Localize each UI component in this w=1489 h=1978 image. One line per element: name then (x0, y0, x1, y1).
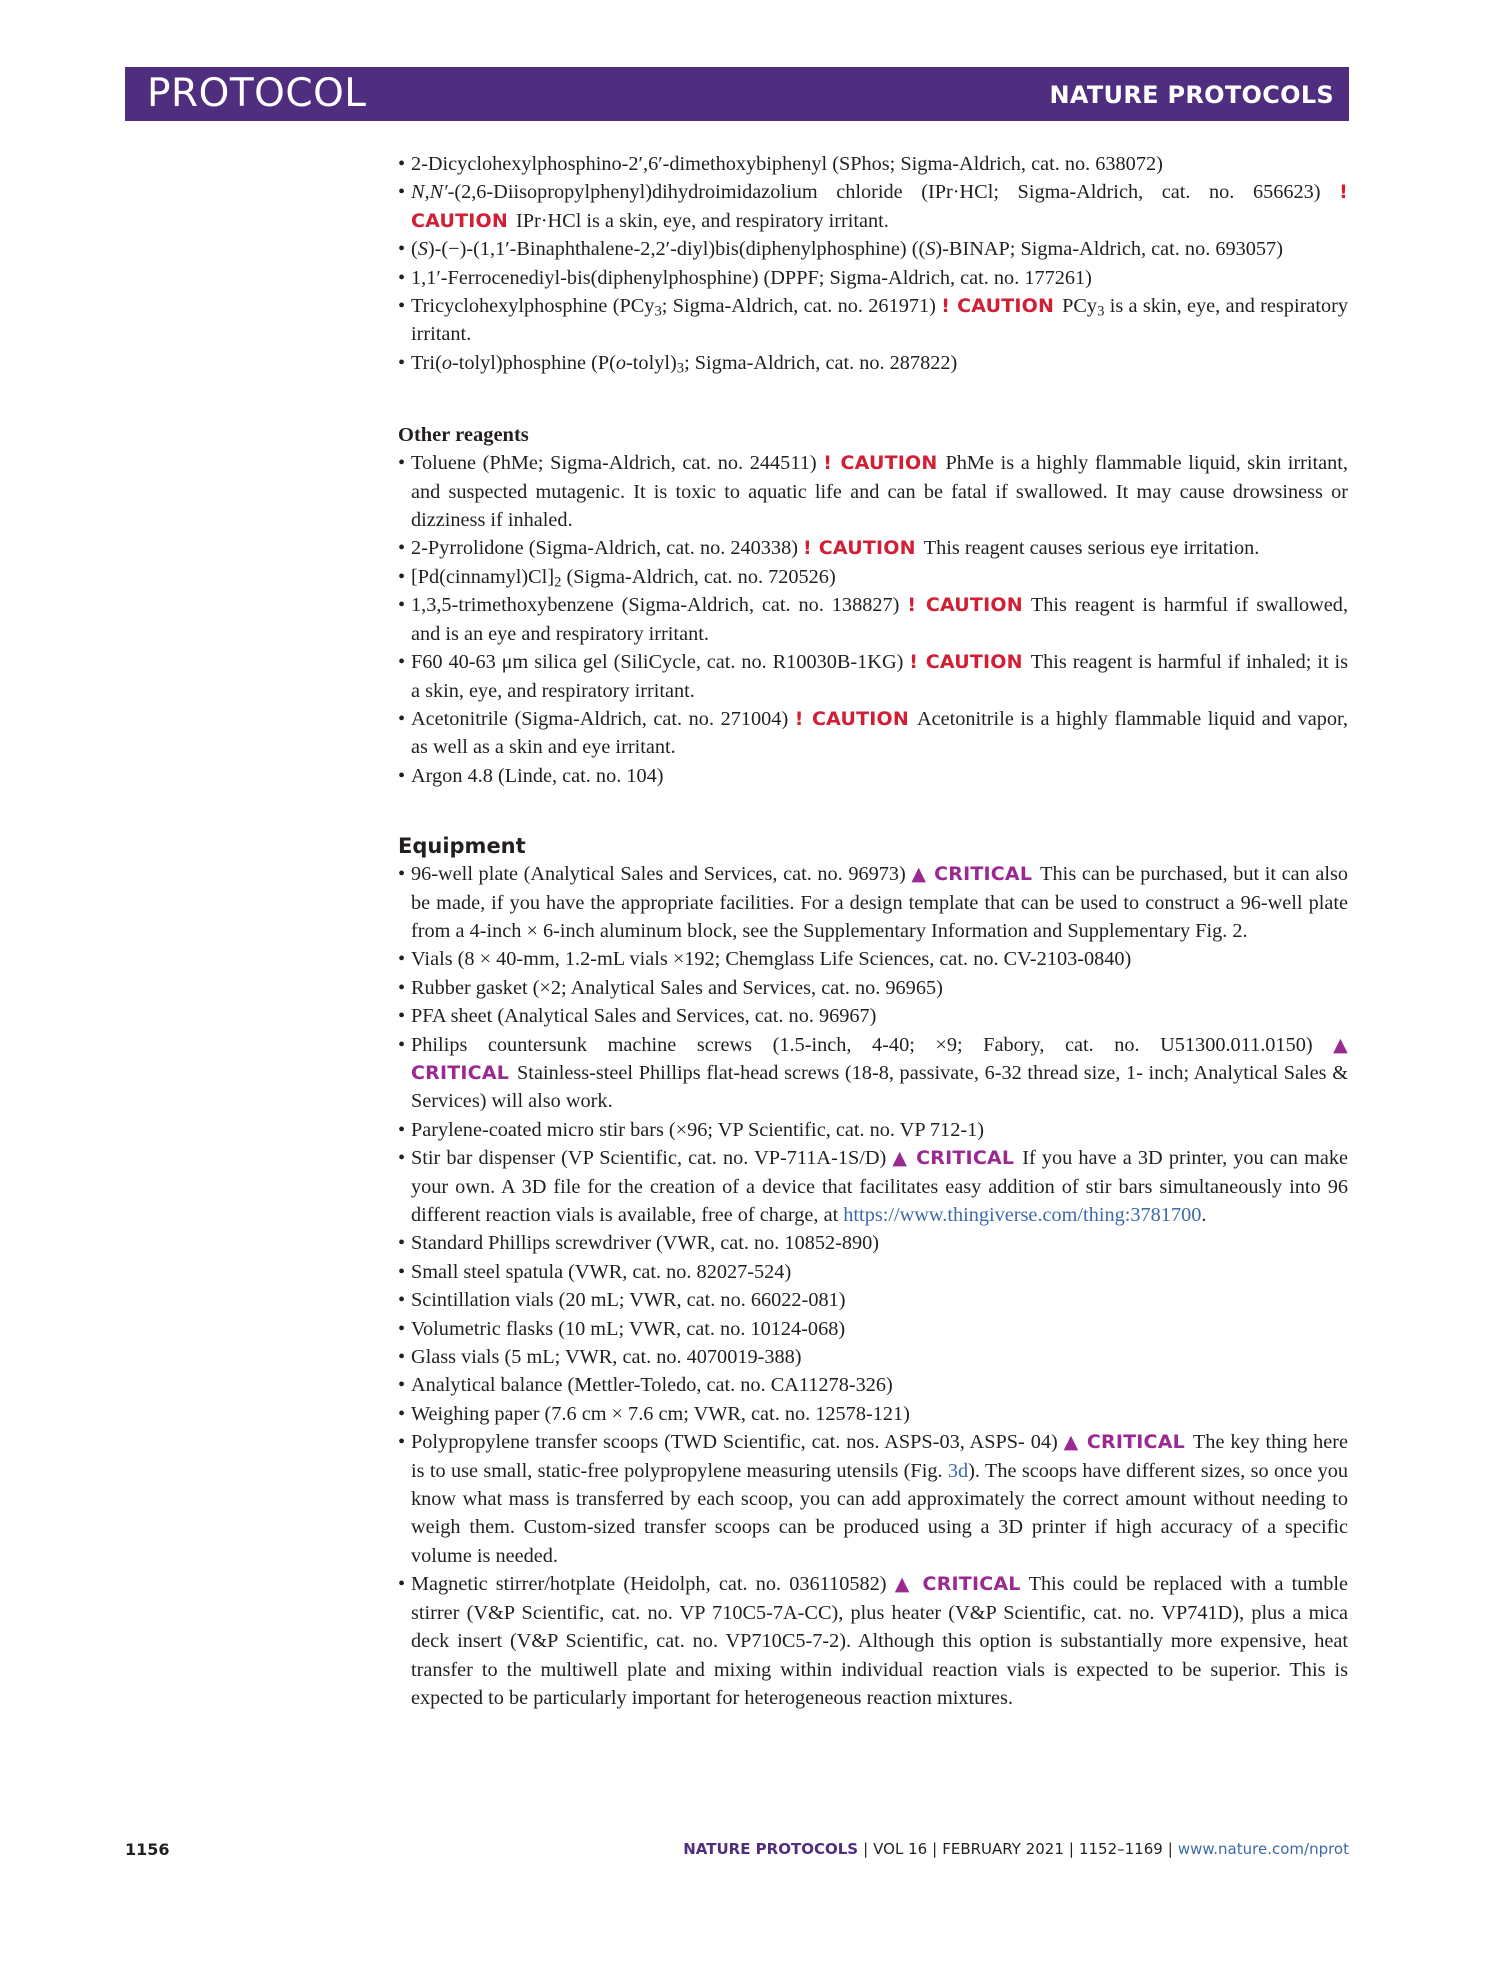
list-item: • Scintillation vials (20 mL; VWR, cat. no. 66022-081) (398, 1289, 846, 1312)
list-item: • Vials (8 × 40-mm, 1.2-mL vials ×192; Chemglass Life Sciences, cat. no. CV-2103-0840) (398, 948, 1132, 971)
footer-journal: NATURE PROTOCOLS (683, 1840, 859, 1858)
list-item: • 1,1′-Ferrocenediyl-bis(diphenylphosphine) (DPPF; Sigma-Aldrich, cat. no. 177261) (398, 266, 1092, 289)
thingiverse-link[interactable]: https://www.thingiverse.com/thing:3781700 (843, 1204, 1202, 1226)
list-item: • 2-Dicyclohexylphosphino-2′,6′-dimethoxybiphenyl (SPhos; Sigma-Aldrich, cat. no. 638072) (398, 153, 1163, 175)
list-item: • Rubber gasket (×2; Analytical Sales and Services, cat. no. 96965) (398, 976, 943, 999)
list-item: • 96-well plate (Analytical Sales and Services, cat. no. 96973) ▲ CRITICAL This can be purchased, but it can also be made, if you have the appropriate facilities. For a design template that can be used to construct a 96-well plate from a 4-inch × 6-inch aluminum block, see the Supplementary Information and Supplementary Fig. 2. (398, 863, 1349, 942)
footer-url[interactable]: www.nature.com/nprot (1177, 1840, 1349, 1858)
list-item: • Magnetic stirrer/hotplate (Heidolph, cat. no. 036110582) ▲ CRITICAL This could be replaced with a tumble stirrer (V&P Scientific, cat. no. VP 710C5-7A-CC), plus heater (V&P Scientific, cat. no. VP741D), plus a mica deck insert (V&P Scientific, cat. no. VP710C5-7-2). Although this option is substantially more expensive, heat transfer to the multiwell plate and mixing within individual reaction vials is expected to be superior. This is expected to be particularly important for heterogeneous reaction mixtures. (398, 1573, 1348, 1709)
list-item: • Parylene-coated micro stir bars (×96; VP Scientific, cat. no. VP 712-1) (398, 1118, 984, 1141)
caution-label: ! CAUTION (907, 594, 1023, 617)
list-item: • Tricyclohexylphosphine (PCy$_3$; Sigma-Aldrich, cat. no. 261971) ! CAUTION PCy$_3$ is a skin, eye, and respiratory irritant. (398, 295, 1349, 346)
caution-label: ! CAUTION (823, 452, 938, 475)
caution-label: ! CAUTION (909, 651, 1023, 674)
footer-date: FEBRUARY 2021 (942, 1840, 1064, 1858)
section-heading-other-reagents: Other reagents (398, 424, 529, 447)
list-item: • $[Pd(cinnamyl)Cl]_2$ (Sigma-Aldrich, cat. no. 720526) (398, 565, 836, 591)
list-item: • F60 40-63 μm silica gel (SiliCycle, cat. no. R10030B-1KG) ! CAUTION This reagent is harmful if inhaled; it is a skin, eye, and respiratory irritant. (398, 651, 1349, 702)
list-item: • Stir bar dispenser (VP Scientific, cat. no. VP-711A-1S/D) ▲ CRITICAL If you have a 3D printer, you can make your own. A 3D file for the creation of a device that facilitates easy addition of stir bars simultaneously into 96 different reaction vials is available, free of charge, at https://www.thingiverse.com/thing:3781700. (398, 1147, 1348, 1226)
list-item: • Toluene (PhMe; Sigma-Aldrich, cat. no. 244511) ! CAUTION PhMe is a highly flammable liquid, skin irritant, and suspected mutagenic. It is toxic to aquatic life and can be fatal if swallowed. It may cause drowsiness or dizziness if inhaled. (398, 452, 1349, 532)
footer-citation: NATURE PROTOCOLS | VOL 16 | FEBRUARY 2021 | 1152–1169 | www.nature.com/nprot (683, 1840, 1349, 1858)
list-item: • Tri(o-tolyl)phosphine ($P(o-tolyl)_3$; Sigma-Aldrich, cat. no. 287822) (398, 351, 958, 377)
list-item: • Philips countersunk machine screws (1.5-inch, 4-40; ×9; Fabory, cat. no. U51300.011.0150) ▲ CRITICAL Stainless-steel Phillips flat-head screws (18-8, passivate, 6-32 thread size, 1- inch; Analytical Sales & Services) will also work. (398, 1033, 1348, 1113)
list-item: • Analytical balance (Mettler-Toledo, cat. no. CA11278-326) (398, 1374, 893, 1397)
list-item: • (S)-(−)-(1,1′-Binaphthalene-2,2′-diyl)bis(diphenylphosphine) ((S)-BINAP; Sigma-Aldrich, cat. no. 693057) (398, 238, 1283, 261)
figure-link[interactable]: 3d (947, 1459, 969, 1482)
critical-label: ▲ CRITICAL (892, 1147, 1015, 1170)
list-item: • 1,3,5-trimethoxybenzene (Sigma-Aldrich, cat. no. 138827) ! CAUTION This reagent is harmful if swallowed, and is an eye and respiratory irritant. (398, 594, 1349, 645)
list-item: • PFA sheet (Analytical Sales and Services, cat. no. 96967) (398, 1005, 877, 1028)
caution-label: ! CAUTION (411, 181, 1348, 232)
ligand-list (398, 150, 1348, 377)
list-item: • Argon 4.8 (Linde, cat. no. 104) (398, 764, 664, 787)
section-heading-equipment: Equipment (398, 834, 526, 859)
list-item: • Polypropylene transfer scoops (TWD Scientific, cat. nos. ASPS-03, ASPS- 04) ▲ CRITICAL The key thing here is to use small, static-free polypropylene measuring utensils (Fig. 3d). The scoops have different sizes, so once you know what mass is transferred by each scoop, you can add approximately the correct amount without needing to weigh them. Custom-sized transfer scoops can be produced using a 3D printer if high accuracy of a specific volume is needed. (398, 1431, 1348, 1567)
journal-name: NATURE PROTOCOLS (1049, 81, 1334, 109)
page-number: 1156 (125, 1840, 170, 1859)
other-reagents-list (398, 449, 1348, 790)
critical-label: ▲ CRITICAL (1063, 1431, 1185, 1454)
list-item: • Glass vials (5 mL; VWR, cat. no. 4070019-388) (398, 1346, 802, 1369)
list-item: • Acetonitrile (Sigma-Aldrich, cat. no. 271004) ! CAUTION Acetonitrile is a highly flammable liquid and vapor, as well as a skin and eye irritant. (398, 707, 1349, 759)
caution-label: ! CAUTION (803, 537, 916, 560)
caution-label: ! CAUTION (941, 295, 1055, 318)
list-item: • Weighing paper (7.6 cm × 7.6 cm; VWR, cat. no. 12578-121) (398, 1402, 910, 1425)
footer-pages: 1152–1169 (1078, 1840, 1163, 1858)
list-item: • N,N′-(2,6-Diisopropylphenyl)dihydroimidazolium chloride (IPr·HCl; Sigma-Aldrich, cat. no. 656623) ! CAUTION IPr·HCl is a skin, eye, and respiratory irritant. (398, 181, 1348, 232)
equipment-list (398, 860, 1348, 1712)
page-header (125, 67, 1349, 121)
list-item: • Small steel spatula (VWR, cat. no. 82027-524) (398, 1260, 792, 1283)
list-item: • Standard Phillips screwdriver (VWR, cat. no. 10852-890) (398, 1232, 880, 1255)
caution-label: ! CAUTION (794, 707, 909, 730)
main-content (398, 150, 1348, 1712)
critical-label: ▲ CRITICAL (911, 863, 1033, 886)
footer-volume: VOL 16 (873, 1840, 928, 1858)
critical-label: ▲ CRITICAL (411, 1033, 1348, 1084)
critical-label: ▲ CRITICAL (894, 1573, 1021, 1596)
list-item: • 2-Pyrrolidone (Sigma-Aldrich, cat. no. 240338) ! CAUTION This reagent causes serious eye irritation. (398, 537, 1260, 560)
section-label: PROTOCOL (147, 71, 367, 116)
list-item: • Volumetric flasks (10 mL; VWR, cat. no. 10124-068) (398, 1317, 846, 1340)
